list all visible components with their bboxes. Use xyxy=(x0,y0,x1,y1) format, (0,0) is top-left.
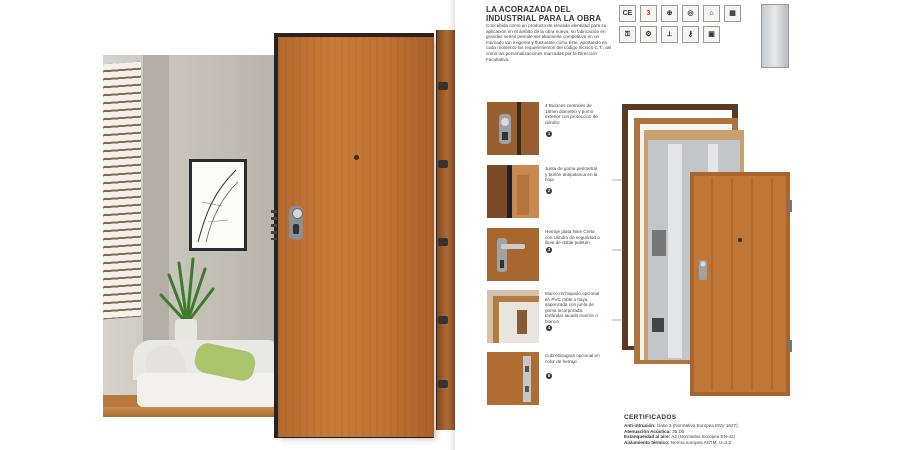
feature-thumbnail xyxy=(487,102,539,155)
room-photo xyxy=(103,55,275,417)
feature-description: 4 Bulones centrales de 18mm diámetro y pomo exterior con protección de cilindro xyxy=(545,103,598,125)
side-bolt xyxy=(438,380,448,388)
side-bolt xyxy=(438,238,448,246)
feature-thumbnail xyxy=(487,228,539,281)
door-frame-icon: ▦ xyxy=(724,5,741,22)
mechanism-icon: ⚙ xyxy=(640,26,657,43)
lock-cylinder-icon: ⊕ xyxy=(661,5,678,22)
feature-description: Junta de goma perimetral y burlón antipalanca en la hoja xyxy=(545,166,598,183)
hinge-icon: ⚿ xyxy=(619,26,636,43)
certificate-item: Atenuación Acústica: 35 Db xyxy=(624,428,685,434)
feature-number: 2 xyxy=(547,188,551,193)
feature-description: Cubrebisagras opcional en color de herraje xyxy=(545,353,600,364)
thermal-icon: ⌂ xyxy=(703,5,720,22)
side-bolt xyxy=(438,82,448,90)
side-bolt xyxy=(438,160,448,168)
feature-number: 4 xyxy=(547,325,551,330)
certificates-heading: CERTIFICADOS xyxy=(624,414,677,421)
ce-mark-icon: CE xyxy=(619,5,636,22)
feature-description: Marco rechapado opcional en PVC roble o haya sapenzada con junta de goma incorporada. Estándar lacado marrón o blanco xyxy=(545,291,600,324)
plant-icon xyxy=(157,255,217,325)
certificate-item: Anti-intrusión: clase 3 (Normativa Europea ENV 1627) xyxy=(624,423,738,428)
sofa-seat xyxy=(137,373,275,407)
certificates-list xyxy=(624,423,794,445)
certificate-item: Aislamiento térmico: Norma europea ASTM. U=2,2 xyxy=(624,439,732,445)
steel-door-thumbnail xyxy=(761,4,789,68)
lock-bolts xyxy=(271,210,277,240)
key-icon: ⚷ xyxy=(682,26,699,43)
acoustic-icon: ◎ xyxy=(682,5,699,22)
window-blinds xyxy=(103,62,141,320)
feature-number: 3 xyxy=(547,247,551,252)
exploded-door-illustration xyxy=(612,100,800,400)
feature-number: 1 xyxy=(547,131,551,136)
class-3-icon: 3 xyxy=(640,5,657,22)
side-bolt xyxy=(438,316,448,324)
wood-floor xyxy=(103,407,275,417)
feature-thumbnail xyxy=(487,165,539,218)
feature-thumbnail xyxy=(487,352,539,405)
door-knob xyxy=(292,208,303,219)
certificate-item: Estanqueidad al aire: A2 (Normativa Europea EN-42) xyxy=(624,434,736,440)
framed-artwork xyxy=(189,159,247,251)
lock-cylinder-icon xyxy=(293,224,299,234)
plant-pot xyxy=(175,319,197,341)
panel-icon: ▣ xyxy=(703,26,720,43)
section-title: LA ACORAZADA DEL INDUSTRIAL PARA LA OBRA xyxy=(486,5,602,23)
peephole xyxy=(354,155,359,160)
feature-number: 5 xyxy=(547,373,551,378)
feature-thumbnail xyxy=(487,290,539,343)
feature-description: Herraje plata Nine Creta con cilindro de seguridad o llave de doble paletón xyxy=(545,229,600,246)
handle-icon: ⟂ xyxy=(661,26,678,43)
intro-paragraph: Concebida como un producto de elevada identidad para su aplicación en el ámbito de la obra nueva, su fabricación en grandes series permite ser altamente competitiva en un mercado tan exigente y fluctuante como éste, aportando en cada momento los requerimientos del código técnico C.T., así como las personalizaciones marcadas por la Dirección Facultativa. xyxy=(486,23,612,62)
